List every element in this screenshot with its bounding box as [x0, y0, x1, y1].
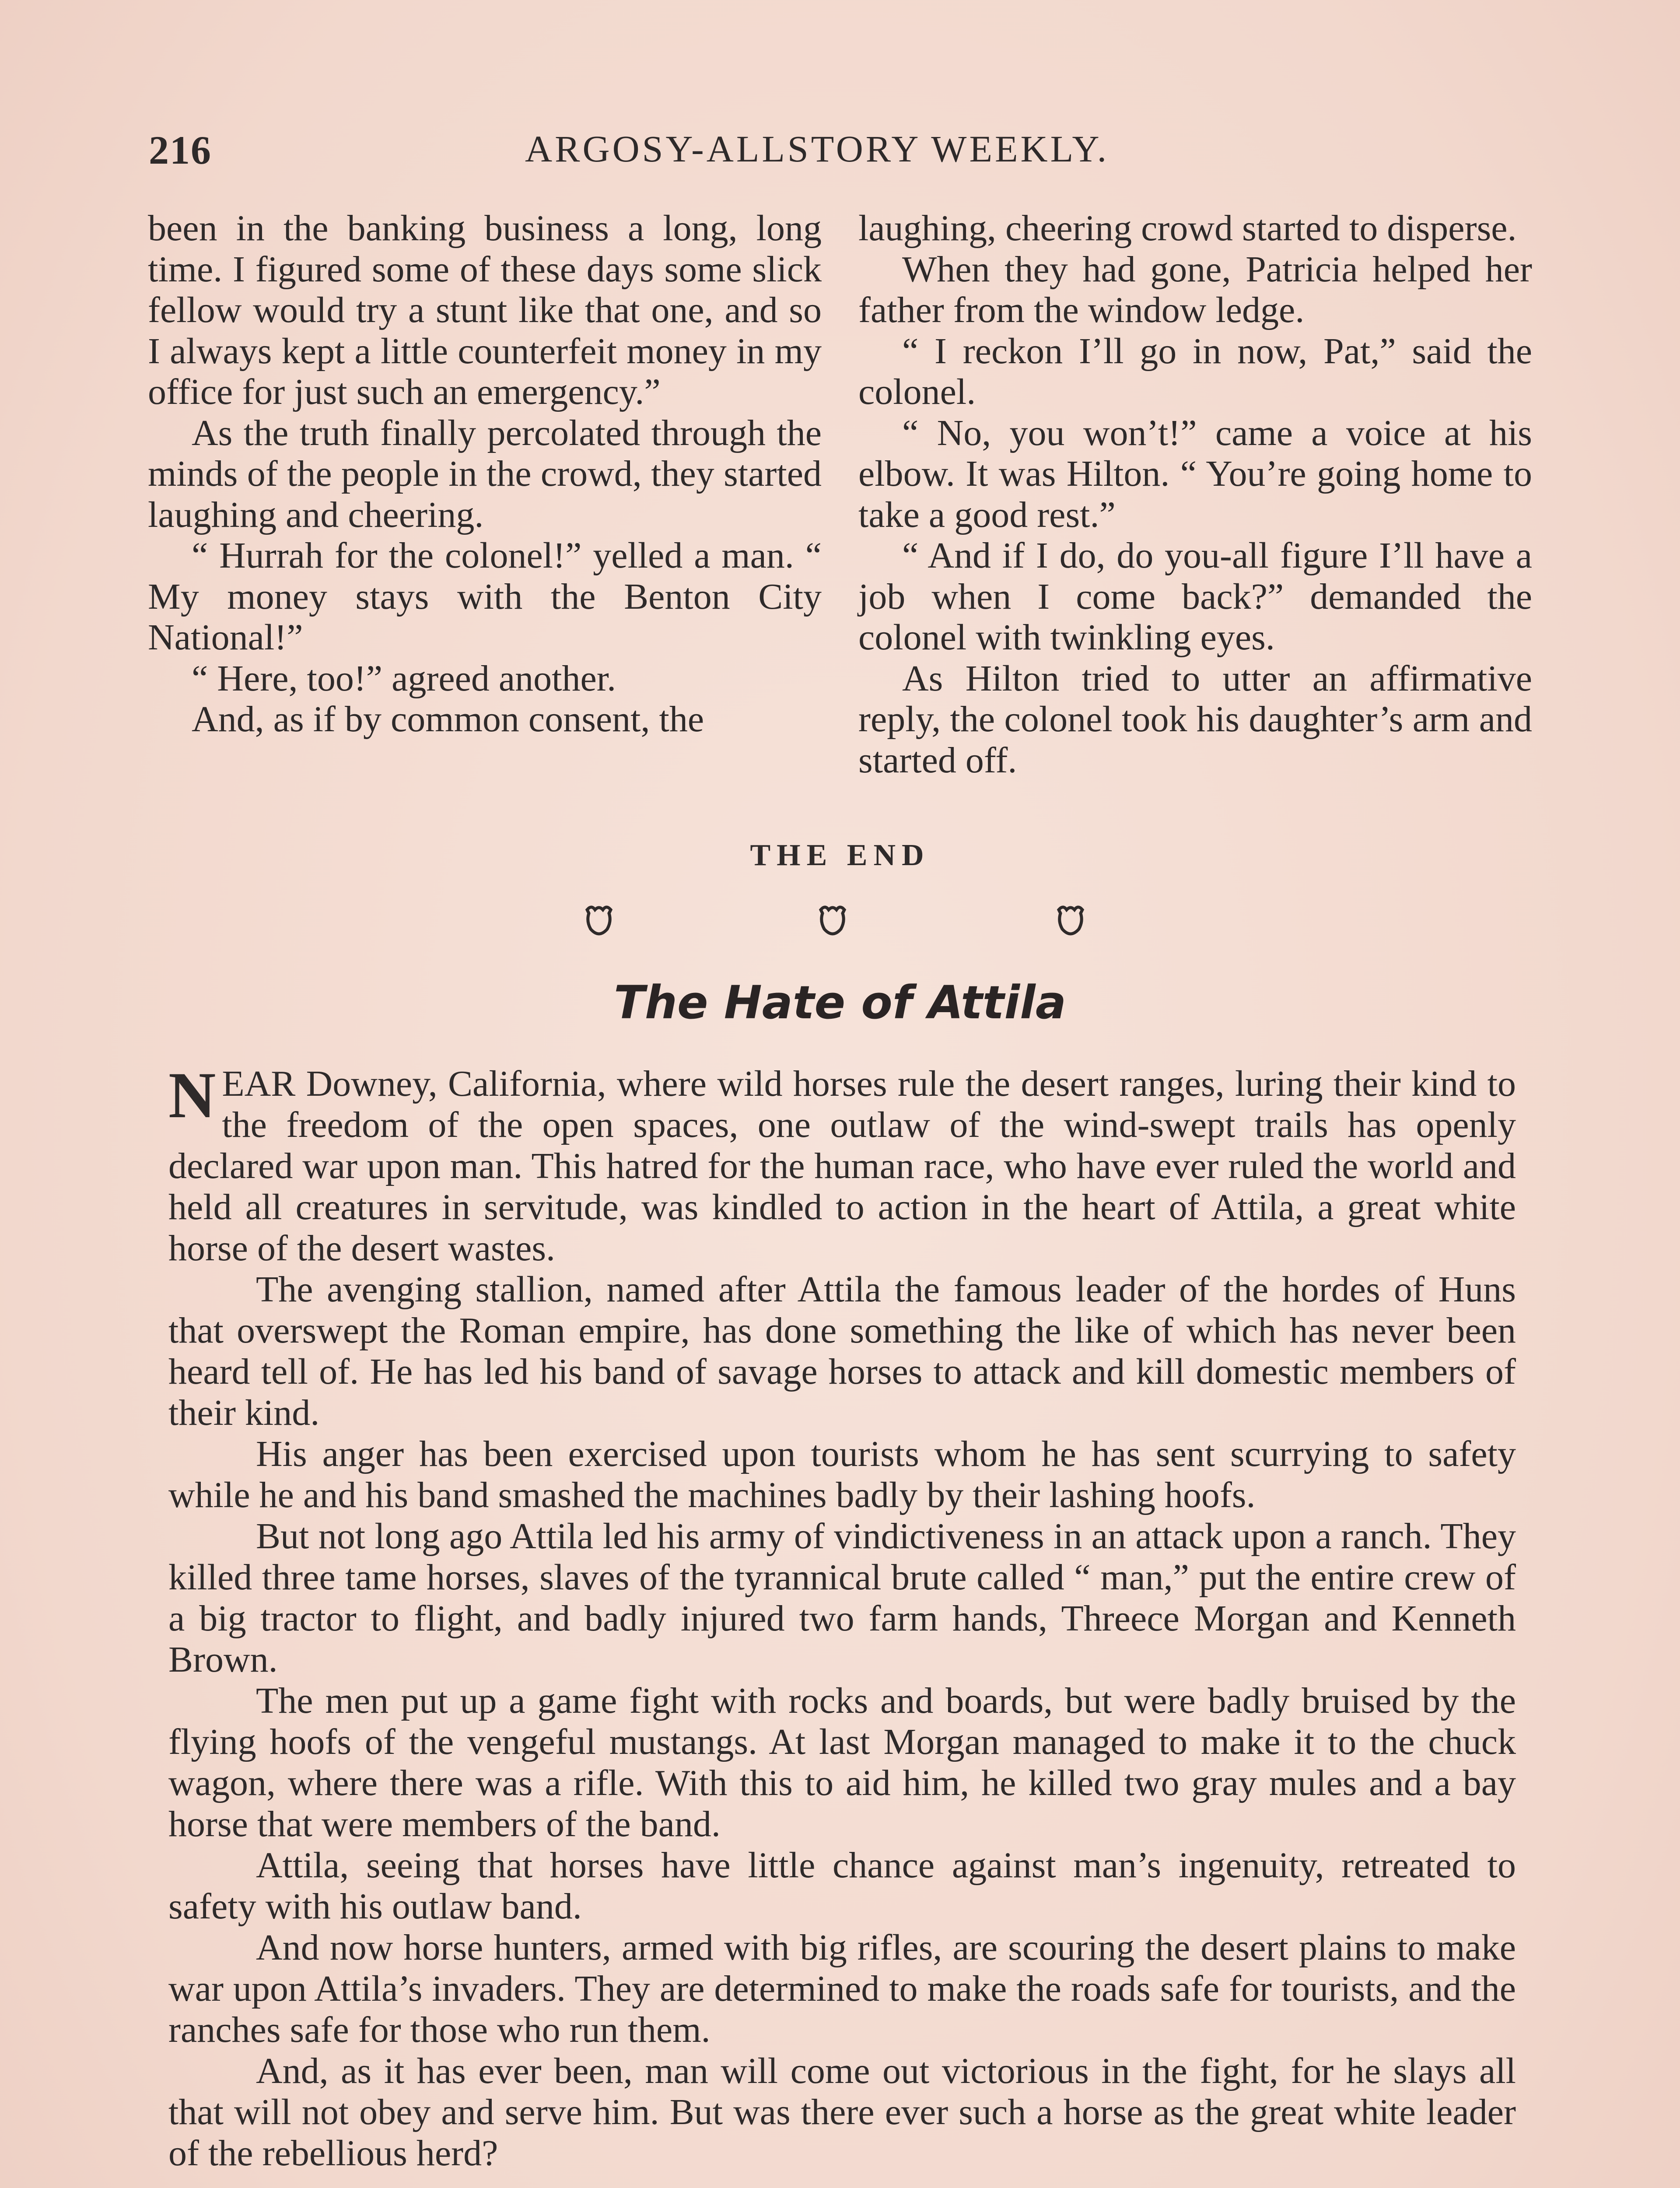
right-paragraph: laughing, cheering crowd started to disperse.: [858, 208, 1517, 249]
right-paragraph: “ And if I do, do you-all figure I’ll have a job when I come back?” demanded the colonel with twinkling eyes.: [858, 535, 1532, 658]
right-column: [858, 208, 1532, 781]
ornament-icon: [817, 904, 848, 939]
article-paragraph: But not long ago Attila led his army of vindictiveness in an attack upon a ranch. They killed three tame horses, slaves of the tyrannical brute called “ man,” put the entire crew of a big tractor to flight, and badly injured two farm hands, Threece Morgan and Kenneth Brown.: [168, 1516, 1516, 1680]
left-paragraph: “ Here, too!” agreed another.: [192, 658, 616, 699]
article-paragraph: His anger has been exercised upon tourists whom he has sent scurrying to safety while he and his band smashed the machines badly by their lashing hoofs.: [168, 1434, 1516, 1515]
page-number: 216: [149, 128, 212, 172]
right-paragraph: “ I reckon I’ll go in now, Pat,” said the colonel.: [858, 330, 1532, 412]
left-paragraph: And, as if by common consent, the: [192, 699, 704, 740]
the-end-label: THE END: [750, 838, 930, 872]
left-paragraph: been in the banking business a long, long time. I figured some of these days some slick fellow would try a stunt like that one, and so I always kept a little counterfeit money in my office for just such an emergency.”: [148, 208, 822, 412]
first-paragraph-text: EAR Downey, California, where wild horses rule the desert ranges, luring their kind to the freedom of the open spaces, one outlaw of the wind-swept trails has openly declared war upon man. This hatred for the human race, who have ever ruled the world and held all creatures in servitude, was kindled to action in the heart of Attila, a great white horse of the desert wastes.: [168, 1063, 1516, 1269]
ornament-icon: [584, 904, 614, 939]
article-paragraph: And now horse hunters, armed with big rifles, are scouring the desert plains to make war upon Attila’s invaders. They are determined to make the roads safe for tourists, and the ranches safe for those who run them.: [168, 1927, 1516, 2050]
running-head: ARGOSY-ALLSTORY WEEKLY.: [525, 128, 1110, 170]
left-column: [148, 208, 822, 740]
ornament-icon: [1055, 904, 1086, 939]
left-paragraph: “ Hurrah for the colonel!” yelled a man. “ My money stays with the Benton City National!”: [148, 535, 822, 658]
article-paragraph: And, as it has ever been, man will come out victorious in the fight, for he slays all that will not obey and serve him. But was there ever such a horse as the great white leader of the rebellious herd?: [168, 2051, 1516, 2174]
story-title: The Hate of Attila: [613, 976, 1066, 1029]
first-paragraph: [168, 1059, 1516, 1269]
right-paragraph: When they had gone, Patricia helped her father from the window ledge.: [858, 249, 1532, 330]
left-paragraph: As the truth finally percolated through the minds of the people in the crowd, they started laughing and cheering.: [148, 412, 822, 535]
right-paragraph: As Hilton tried to utter an affirmative reply, the colonel took his daughter’s arm and started off.: [858, 658, 1532, 781]
article-paragraph: The men put up a game fight with rocks and boards, but were badly bruised by the flying hoofs of the vengeful mustangs. At last Morgan managed to make it to the chuck wagon, where there was a rifle. With this to aid him, he killed two gray mules and a bay horse that were members of the band.: [168, 1680, 1516, 1844]
article-paragraph: Attila, seeing that horses have little chance against man’s ingenuity, retreated to safety with his outlaw band.: [168, 1845, 1516, 1927]
article-body: [168, 1059, 1516, 2174]
ornament-row: [0, 904, 1680, 943]
article-paragraph: The avenging stallion, named after Attila the famous leader of the hordes of Huns that overswept the Roman empire, has done something the like of which has never been heard tell of. He has led his band of savage horses to attack and kill domestic members of their kind.: [168, 1269, 1516, 1433]
drop-cap: N: [168, 1059, 216, 1132]
right-paragraph: “ No, you won’t!” came a voice at his elbow. It was Hilton. “ You’re going home to take a good rest.”: [858, 412, 1532, 535]
page-header: [149, 127, 1522, 175]
